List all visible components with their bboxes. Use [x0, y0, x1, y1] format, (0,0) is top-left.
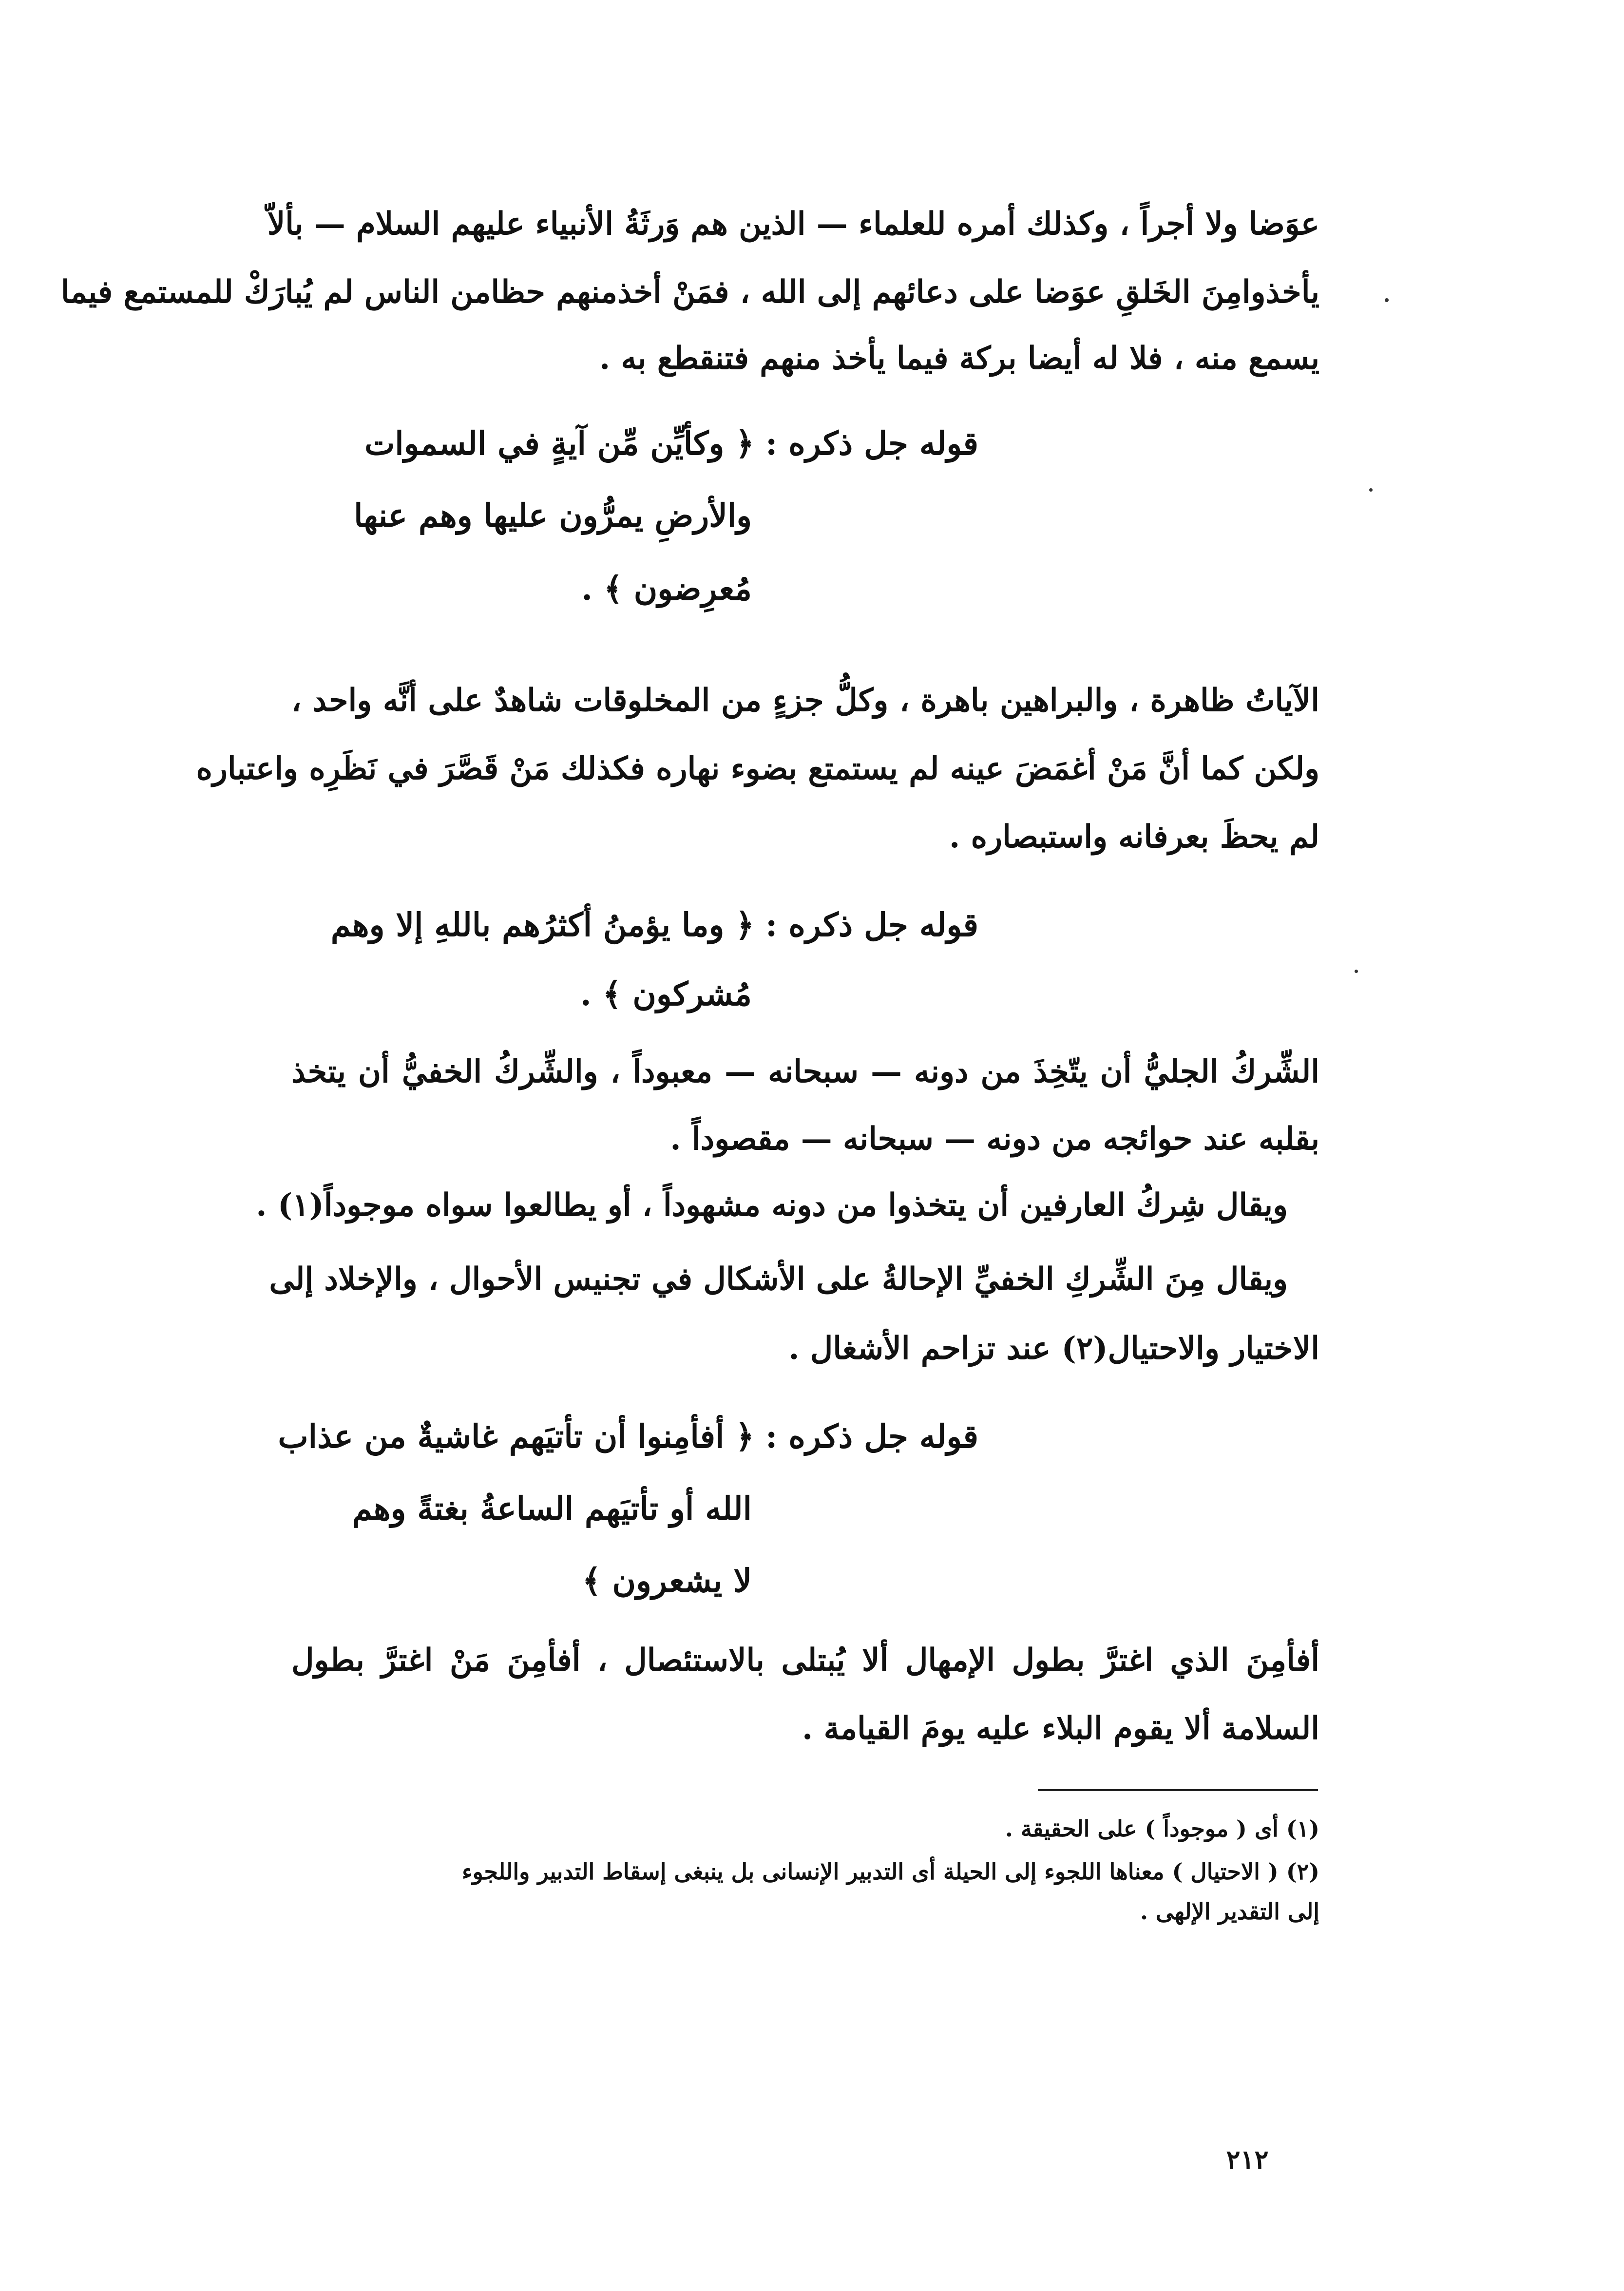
scan-speck: [1369, 488, 1373, 492]
scan-speck: [1385, 298, 1389, 302]
footnote-2-continued: إلى التقدير الإلهى .: [1140, 1898, 1319, 1925]
text-line-7: الآياتُ ظاهرة ، والبراهين باهرة ، وكلُّ جزءٍ من المخلوقات شاهدٌ على أنَّه واحد ،: [291, 682, 1320, 719]
text-line-21: السلامة ألا يقوم البلاء عليه يومَ القيامة .: [802, 1710, 1319, 1747]
text-line-8: ولكن كما أنَّ مَنْ أغمَضَ عينه لم يستمتع بضوء نهاره فكذلك مَنْ قَصَّرَ في نَظَرِه واعتباره: [196, 750, 1319, 787]
text-line-3: يسمع منه ، فلا له أيضا بركة فيما يأخذ منهم فتنقطع به .: [599, 340, 1319, 377]
verse-line-6: قوله جل ذكره : ﴿ أفأمِنوا أن تأتيَهم غاشيةٌ من عذاب: [278, 1417, 978, 1455]
text-line-13: بقلبه عند حوائجه من دونه — سبحانه — مقصوداً .: [670, 1121, 1319, 1157]
text-line-20: أفأمِنَ الذي اغترَّ بطول الإمهال ألا يُبتلى بالاستئصال ، أفأمِنَ مَنْ اغترَّ بطول: [291, 1642, 1319, 1679]
text-line-12: الشِّركُ الجليُّ أن يتّخِذَ من دونه — سبحانه — معبوداً ، والشِّركُ الخفيُّ أن يتخذ: [291, 1053, 1319, 1090]
footnote-1: (١) أى ( موجوداً ) على الحقيقة .: [1005, 1815, 1319, 1842]
scan-speck: [1355, 970, 1358, 973]
text-line-2: يأخذوامِنَ الخَلقِ عوَضا على دعائهم إلى الله ، فمَنْ أخذمنهم حظامن الناس لم يُبارَكْ للمستمع فيما: [60, 274, 1319, 310]
verse-line-4: قوله جل ذكره : ﴿ وما يؤمنُ أكثرُهم باللهِ إلا وهم: [330, 906, 978, 944]
text-line-9: لم يحظَ بعرفانه واستبصاره .: [949, 819, 1319, 855]
verse-line-8: لا يشعرون ﴾: [582, 1562, 752, 1600]
verse-line-5: مُشركون ﴾ .: [580, 975, 752, 1013]
footnote-separator: [1038, 1789, 1318, 1791]
verse-line-3: مُعرِضون ﴾ .: [581, 570, 752, 608]
verse-line-1: قوله جل ذكره : ﴿ وكأيِّن مِّن آيةٍ في السموات: [364, 424, 978, 462]
text-line-16: الاختيار والاحتيال(٢) عند تزاحم الأشغال .: [788, 1330, 1319, 1367]
verse-line-7: الله أو تأتيَهم الساعةُ بغتةً وهم: [352, 1489, 752, 1527]
footnote-2: (٢) ( الاحتيال ) معناها اللجوء إلى الحيلة أى التدبير الإنسانى بل ينبغى إسقاط التدبير واللجوء: [462, 1858, 1319, 1885]
verse-line-2: والأرضِ يمرُّون عليها وهم عنها: [354, 496, 752, 535]
text-line-1: عوَضا ولا أجراً ، وكذلك أمره للعلماء — الذين هم وَرثَةُ الأنبياء عليهم السلام — بألاّ: [267, 206, 1319, 242]
text-line-15: ويقال مِنَ الشِّركِ الخفيِّ الإحالةُ على الأشكال في تجنيس الأحوال ، والإخلاد إلى: [269, 1261, 1288, 1298]
page-number: ٢١٢: [1226, 2144, 1269, 2175]
text-line-14: ويقال شِركُ العارفين أن يتخذوا من دونه مشهوداً ، أو يطالعوا سواه موجوداً(١) .: [256, 1187, 1288, 1223]
